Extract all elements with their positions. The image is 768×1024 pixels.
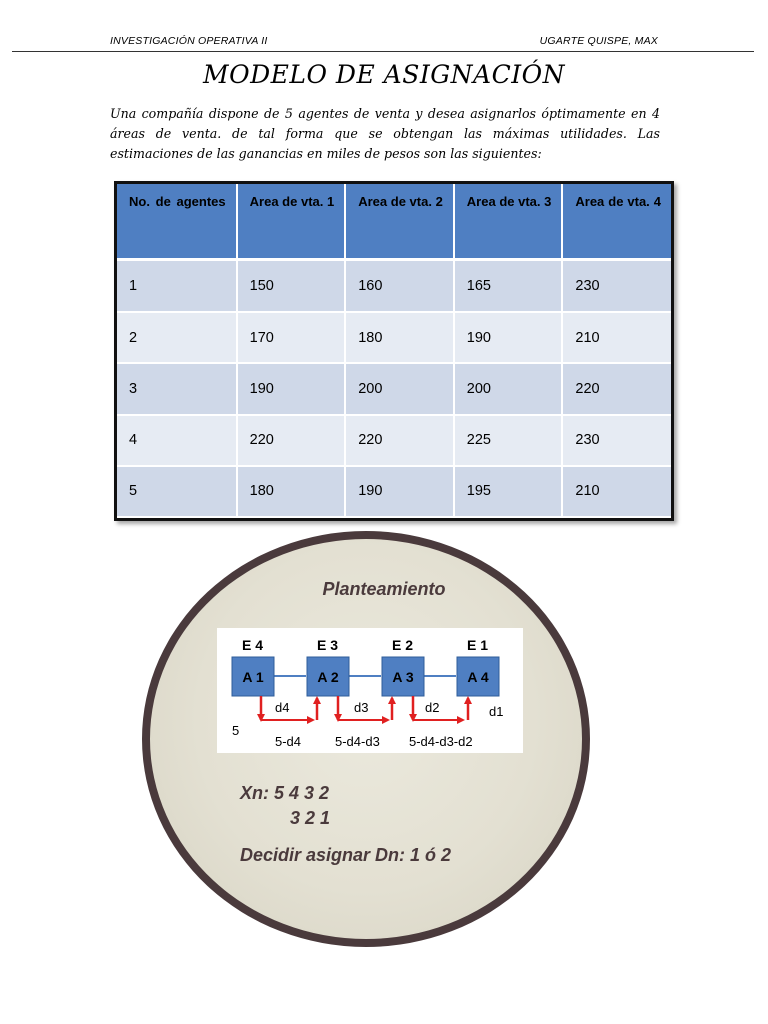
table-cell: 170: [237, 312, 346, 363]
table-cell: 230: [562, 415, 671, 466]
table-cell: 190: [237, 363, 346, 414]
table-cell: 220: [562, 363, 671, 414]
table-cell: 2: [117, 312, 237, 363]
state-label: 5-d4-d3-d2: [409, 734, 473, 749]
table-cell: 195: [454, 466, 563, 517]
table-row: [117, 466, 671, 517]
decision-label: d1: [489, 704, 504, 719]
state-label: 5-d4-d3: [335, 734, 380, 749]
box-label: A 2: [317, 669, 339, 685]
table-row: [117, 363, 671, 414]
table-row: [117, 312, 671, 363]
state-label: 5: [232, 723, 240, 738]
table-cell: 220: [237, 415, 346, 466]
stage-diagram: [217, 628, 523, 753]
profit-table: [114, 181, 674, 521]
table-cell: 150: [237, 260, 346, 313]
table-cell: 200: [345, 363, 454, 414]
page-header-right: UGARTE QUISPE, MAX: [539, 35, 658, 47]
table-cell: 190: [454, 312, 563, 363]
table-header-row: [117, 184, 671, 260]
table-row: [117, 415, 671, 466]
state-label: 5-d4: [275, 734, 302, 749]
table-cell: 210: [562, 312, 671, 363]
decision-text: Decidir asignar Dn: 1 ó 2: [240, 845, 452, 865]
stage-label: E 2: [392, 637, 414, 653]
col-header-area4: Area de vta. 4: [562, 184, 671, 260]
table-cell: 180: [345, 312, 454, 363]
table-cell: 200: [454, 363, 563, 414]
col-header-area3: Area de vta. 3: [454, 184, 563, 260]
table-cell: 230: [562, 260, 671, 313]
decision-label: d2: [425, 700, 440, 715]
col-header-area1: Area de vta. 1: [237, 184, 346, 260]
table-cell: 220: [345, 415, 454, 466]
table-cell: 180: [237, 466, 346, 517]
page-header-left: INVESTIGACIÓN OPERATIVA II: [110, 35, 268, 47]
decision-label: d4: [275, 700, 290, 715]
col-header-agents: No. de agentes: [117, 184, 237, 260]
table-cell: 165: [454, 260, 563, 313]
xn-line-1: Xn: 5 4 3 2: [240, 783, 330, 803]
table-cell: 1: [117, 260, 237, 313]
table-cell: 160: [345, 260, 454, 313]
stage-label: E 3: [317, 637, 339, 653]
table-cell: 225: [454, 415, 563, 466]
box-label: A 1: [242, 669, 264, 685]
table-cell: 4: [117, 415, 237, 466]
table-cell: 190: [345, 466, 454, 517]
table-cell: 3: [117, 363, 237, 414]
header-rule: [12, 51, 754, 52]
xn-line-2: 3 2 1: [290, 808, 331, 828]
intro-paragraph: Una compañía dispone de 5 agentes de venta y desea asignarlos óptimamente en 4 áreas de venta. de tal forma que se obtengan las máximas utilidades. Las estimaciones de las ganancias en miles de pesos son las siguientes:: [110, 106, 660, 161]
planteamiento-title: Planteamiento: [322, 579, 446, 599]
box-label: A 3: [392, 669, 414, 685]
stage-label: E 1: [467, 637, 489, 653]
col-header-area2: Area de vta. 2: [345, 184, 454, 260]
box-label: A 4: [467, 669, 489, 685]
page-title: MODELO DE ASIGNACIÓN: [202, 60, 565, 89]
stage-label: E 4: [242, 637, 264, 653]
table-cell: 210: [562, 466, 671, 517]
table-cell: 5: [117, 466, 237, 517]
decision-label: d3: [354, 700, 369, 715]
table-row: [117, 260, 671, 313]
